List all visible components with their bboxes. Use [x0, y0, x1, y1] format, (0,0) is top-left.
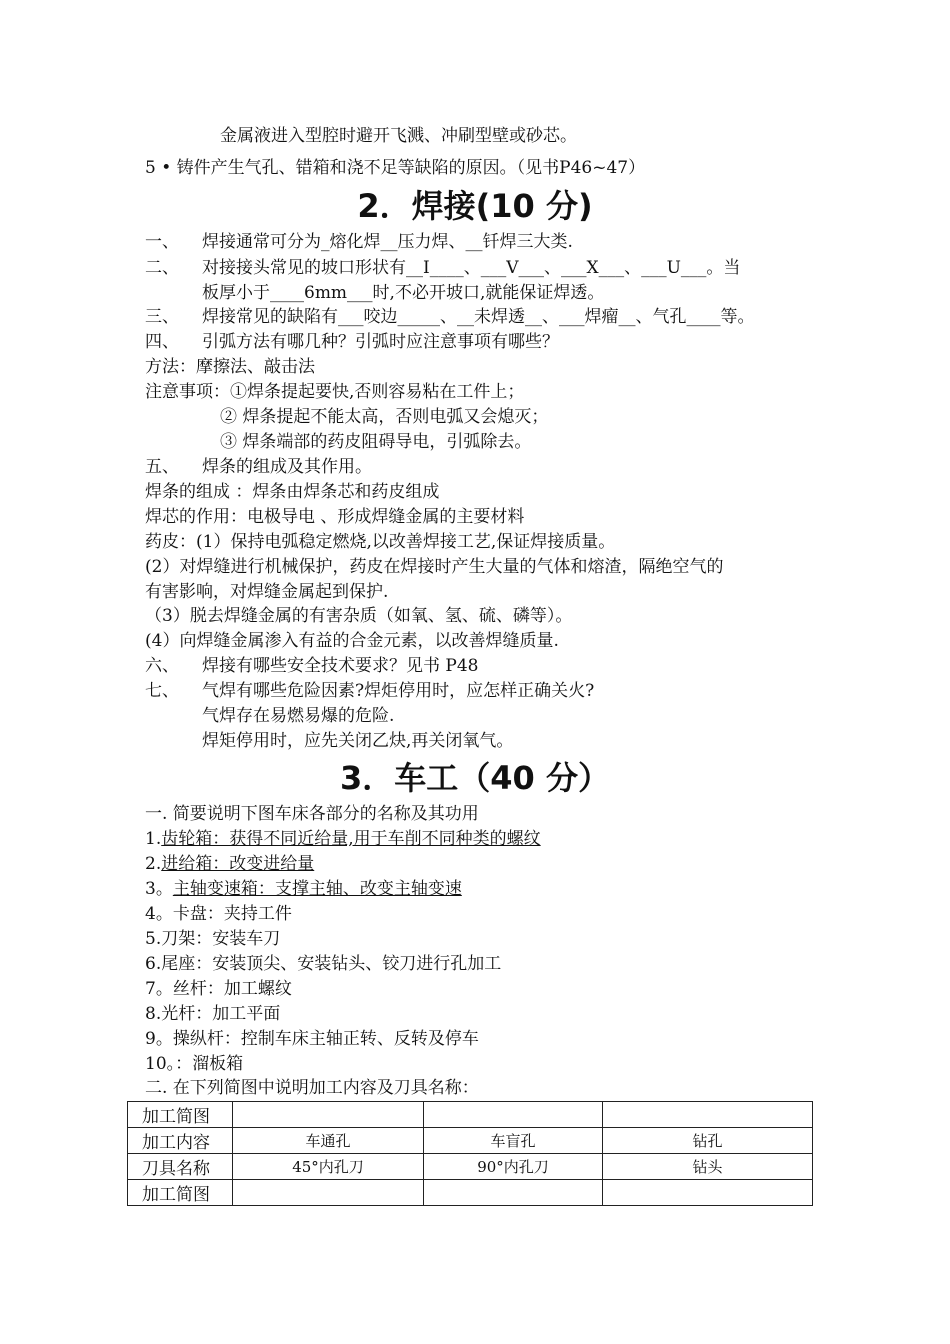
- turning-item-4: [145, 902, 292, 926]
- item-text: ：溜板箱: [175, 1054, 244, 1074]
- turning-item-9: [145, 1027, 479, 1051]
- item-text: 卡盘：夹持工件: [172, 904, 292, 924]
- item-text: 进给箱：改变进给量: [161, 854, 315, 874]
- turning-item-6: [145, 952, 501, 976]
- welding-q4: [145, 330, 559, 354]
- item-number: 3。: [145, 879, 173, 899]
- table-cell: [424, 1102, 603, 1128]
- item-text: 主轴变速箱：支撑主轴、改变主轴变速: [172, 879, 462, 899]
- turning-item-5: [145, 927, 280, 951]
- table-row: [128, 1102, 813, 1128]
- welding-q5-coating-4: (4）向焊缝金属渗入有益的合金元素，以改善焊缝质量.: [145, 631, 559, 651]
- item-text: 刀架：安装车刀: [161, 929, 281, 949]
- table-cell: 车盲孔: [424, 1128, 603, 1154]
- table-cell: [233, 1180, 424, 1206]
- table-cell: 钻孔: [603, 1128, 813, 1154]
- q-number: 四、: [145, 332, 179, 352]
- welding-q2: [145, 256, 740, 280]
- item-text: 尾座：安装顶尖、安装钻头、铰刀进行孔加工: [161, 954, 502, 974]
- turning-item-3: [145, 877, 462, 901]
- item-text: 操纵杆：控制车床主轴正转、反转及停车: [172, 1029, 479, 1049]
- row-header: 刀具名称: [128, 1154, 233, 1180]
- welding-q4-methods: 方法：摩擦法、敲击法: [145, 357, 315, 377]
- row-header: 加工简图: [128, 1102, 233, 1128]
- welding-q2-cont: 板厚小于____6mm___时,不必开坡口,就能保证焊透。: [202, 283, 605, 303]
- q-text: 焊接有哪些安全技术要求？见书 P48: [202, 656, 479, 676]
- turning-q2: 二. 在下列简图中说明加工内容及刀具名称：: [145, 1078, 479, 1098]
- table-cell: [603, 1180, 813, 1206]
- item-number: 7。: [145, 979, 173, 999]
- q-text: 引弧方法有哪几种？引弧时应注意事项有哪些？: [202, 332, 559, 352]
- turning-item-7: [145, 977, 292, 1001]
- item-text: 丝杆：加工螺纹: [172, 979, 292, 999]
- welding-q4-note-1: 注意事项：①焊条提起要快,否则容易粘在工件上；: [145, 382, 525, 402]
- table-row: [128, 1154, 813, 1180]
- q-text: 焊条的组成及其作用。: [202, 457, 372, 477]
- q-number: 二、: [145, 258, 179, 278]
- welding-q4-note-3: ③ 焊条端部的药皮阻碍导电，引弧除去。: [220, 432, 532, 452]
- q-text: 焊接通常可分为_熔化焊__压力焊、__钎焊三大类.: [202, 232, 573, 252]
- welding-q7: [145, 679, 594, 703]
- q-number: 三、: [145, 307, 179, 327]
- item-number: 4。: [145, 904, 173, 924]
- q-text: 焊接常见的缺陷有___咬边_____、__未焊透__、___焊瘤__、气孔____等。: [202, 307, 755, 327]
- turning-item-8: [145, 1002, 280, 1026]
- section-title-turning: 3．车工（40 分）: [340, 759, 610, 797]
- welding-q6: [145, 654, 478, 678]
- welding-q5: [145, 455, 372, 479]
- table-row: [128, 1128, 813, 1154]
- welding-q5-composition: 焊条的组成 ：焊条由焊条芯和药皮组成: [145, 482, 440, 502]
- welding-q1: [145, 230, 573, 254]
- welding-q5-coating-1: 药皮：(1）保持电弧稳定燃烧,以改善焊接工艺,保证焊接质量。: [145, 532, 616, 552]
- row-header: 加工简图: [128, 1180, 233, 1206]
- table-cell: [424, 1180, 603, 1206]
- welding-q5-coating-2: (2）对焊缝进行机械保护，药皮在焊接时产生大量的气体和熔渣，隔绝空气的: [145, 557, 724, 577]
- turning-item-2: [145, 852, 314, 876]
- table-cell: [603, 1102, 813, 1128]
- welding-q7-answer-1: 气焊存在易燃易爆的危险.: [202, 706, 395, 726]
- q-number: 五、: [145, 457, 179, 477]
- turning-item-10: [145, 1052, 243, 1076]
- item-number: 1.: [145, 829, 162, 849]
- item-text: 齿轮箱：获得不同近给量,用于车削不同种类的螺纹: [161, 829, 541, 849]
- table-cell: [233, 1102, 424, 1128]
- table-cell: 90°内孔刀: [424, 1154, 603, 1180]
- welding-q3: [145, 305, 755, 329]
- table-cell: 钻头: [603, 1154, 813, 1180]
- welding-q5-core: 焊芯的作用：电极导电 、形成焊缝金属的主要材料: [145, 507, 525, 527]
- welding-q5-coating-2-cont: 有害影响，对焊缝金属起到保护.: [145, 582, 389, 602]
- intro-line-2: 5 • 铸件产生气孔、错箱和浇不足等缺陷的原因。（见书P46~47）: [145, 158, 646, 178]
- item-text: 光杆：加工平面: [161, 1004, 281, 1024]
- item-number: 8.: [145, 1004, 162, 1024]
- welding-q7-answer-2: 焊矩停用时，应先关闭乙炔,再关闭氧气。: [202, 731, 514, 751]
- table-cell: 45°内孔刀: [233, 1154, 424, 1180]
- welding-q5-coating-3: （3）脱去焊缝金属的有害杂质（如氧、氢、硫、磷等）。: [145, 606, 573, 626]
- table-cell: 车通孔: [233, 1128, 424, 1154]
- turning-q1: 一. 简要说明下图车床各部分的名称及其功用: [145, 804, 479, 824]
- q-number: 一、: [145, 232, 179, 252]
- table-row: [128, 1180, 813, 1206]
- welding-q4-note-2: ② 焊条提起不能太高，否则电弧又会熄灭；: [220, 407, 549, 427]
- item-number: 5.: [145, 929, 162, 949]
- q-number: 六、: [145, 656, 179, 676]
- turning-item-1: [145, 827, 541, 851]
- q-number: 七、: [145, 681, 179, 701]
- item-number: 9。: [145, 1029, 173, 1049]
- item-number: 10。: [145, 1054, 176, 1074]
- item-number: 6.: [145, 954, 162, 974]
- q-text: 对接接头常见的坡口形状有__I____、___V___、___X___、___U___。当: [202, 258, 741, 278]
- machining-table: [127, 1101, 813, 1206]
- item-number: 2.: [145, 854, 162, 874]
- row-header: 加工内容: [128, 1128, 233, 1154]
- q-text: 气焊有哪些危险因素?焊炬停用时，应怎样正确关火?: [202, 681, 595, 701]
- section-title-welding: 2．焊接(10 分): [357, 187, 593, 225]
- intro-line-1: 金属液进入型腔时避开飞溅、冲刷型壁或砂芯。: [220, 126, 577, 146]
